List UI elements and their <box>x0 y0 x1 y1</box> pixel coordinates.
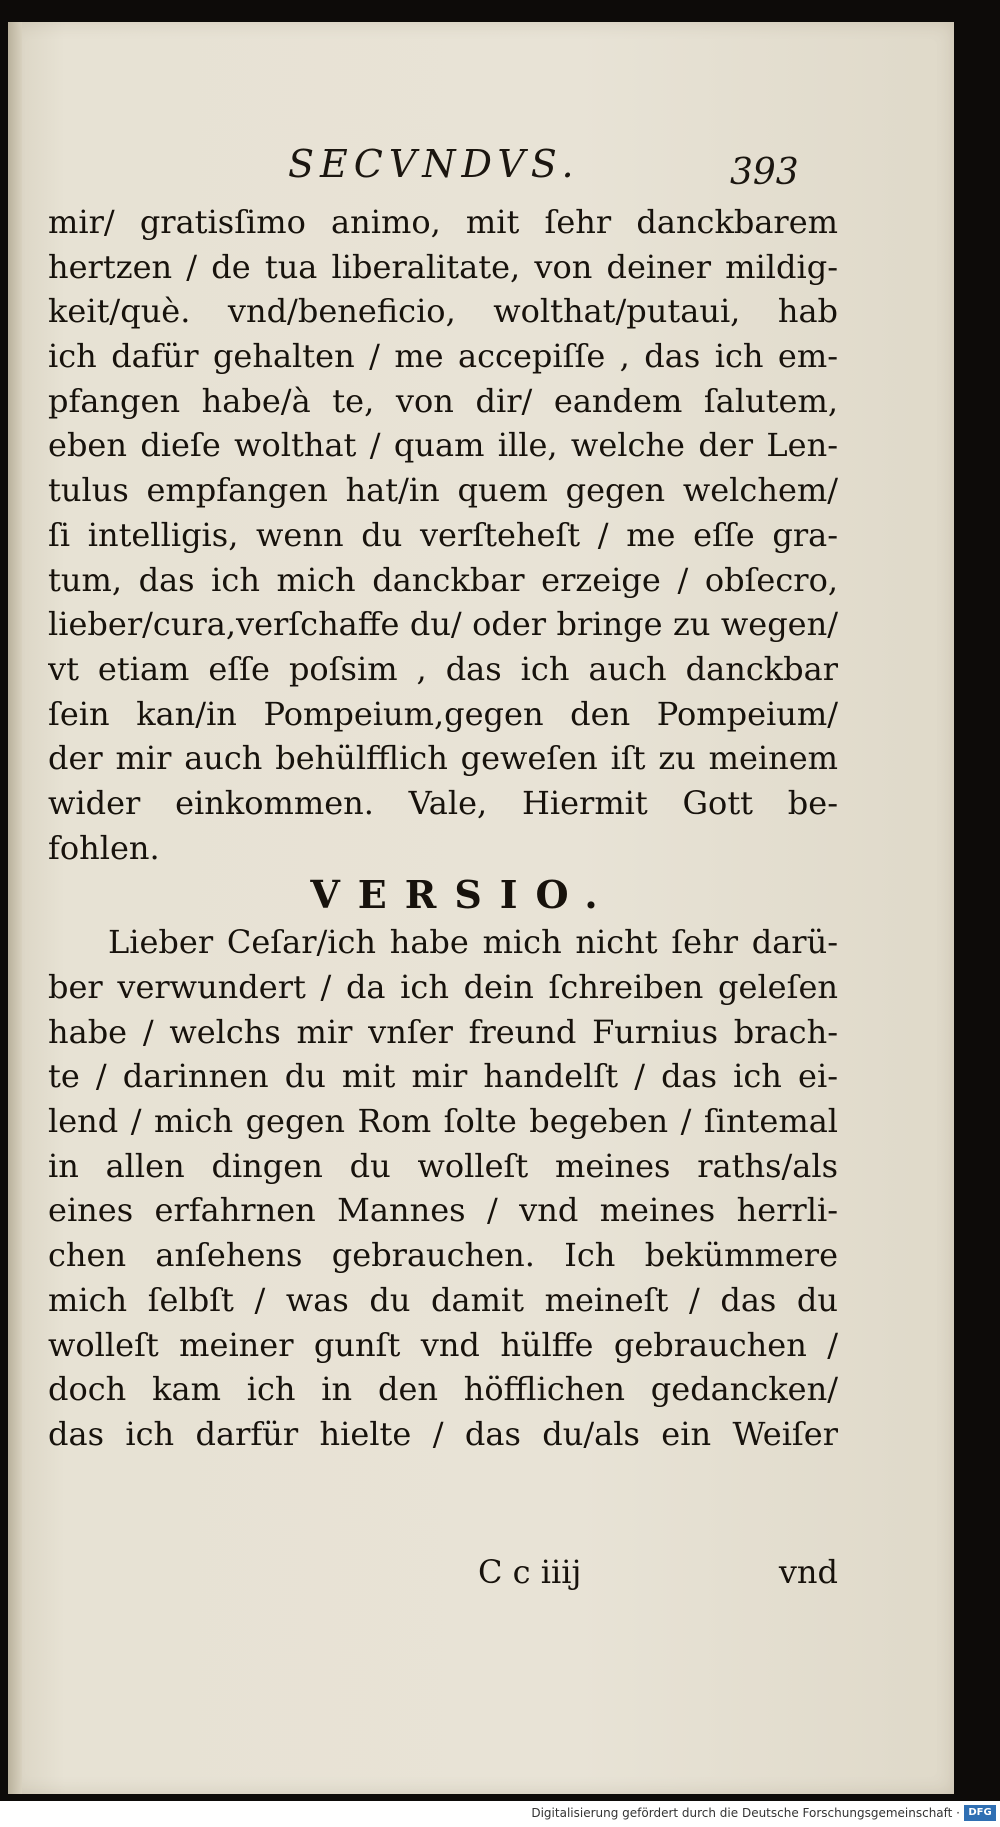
text-line: das ich darfür hielte / das du/als ein Weiſer <box>48 1414 838 1453</box>
text-line: vt etiam eſſe poſsim , das ich auch danckbar <box>48 649 838 688</box>
text-line: eben dieſe wolthat / quam ille, welche der Len- <box>48 426 838 465</box>
text-line: wolleſt meiner gunſt vnd hülffe gebrauchen / <box>48 1325 838 1364</box>
text-line: pfangen habe/à te, von dir/ eandem ſalutem, <box>48 381 838 420</box>
text-line: eines erfahrnen Mannes / vnd meines herrli- <box>48 1191 838 1230</box>
text-line: doch kam ich in den höfflichen gedancken/ <box>48 1370 838 1409</box>
section-heading: VERSIO. <box>310 872 616 918</box>
signature-mark: C c iiij <box>478 1553 582 1591</box>
text-line: Lieber Ceſar/ich habe mich nicht ſehr darü- <box>108 923 838 962</box>
text-line: tum, das ich mich danckbar erzeige / obſecro, <box>48 560 838 599</box>
text-line: wider einkommen. Vale, Hiermit Gott be- <box>48 783 838 822</box>
page-number: 393 <box>730 152 799 193</box>
credit-text: Digitalisierung gefördert durch die Deutsche Forschungsgemeinschaft · <box>531 1806 960 1820</box>
page-header <box>8 122 954 193</box>
text-line: mich ſelbſt / was du damit meineſt / das du <box>48 1280 838 1319</box>
text-line: chen anſehens gebrauchen. Ich bekümmere <box>48 1236 838 1275</box>
text-line: ich dafür gehalten / me accepiſſe , das ich em- <box>48 337 838 376</box>
page-gutter <box>8 22 22 1794</box>
credit-bar <box>0 1801 1000 1827</box>
text-line: ſi intelligis, wenn du verſteheſt / me eſſe gra- <box>48 515 838 554</box>
text-line: ſein kan/in Pompeium,gegen den Pompeium/ <box>48 694 838 733</box>
dfg-logo: DFG <box>964 1805 996 1821</box>
text-line: keit/què. vnd/beneficio, wolthat/putaui, hab <box>48 292 838 331</box>
text-line: hertzen / de tua liberalitate, von deiner mildig- <box>48 247 838 286</box>
text-line: lend / mich gegen Rom ſolte begeben / ſintemal <box>48 1102 838 1141</box>
text-line: habe / welchs mir vnſer freund Furnius brach- <box>48 1012 838 1051</box>
text-line: ber verwundert / da ich dein ſchreiben geleſen <box>48 968 838 1006</box>
page-footer <box>48 1550 838 1594</box>
catchword: vnd <box>778 1553 838 1591</box>
text-line: lieber/cura,verſchaffe du/ oder bringe zu wegen/ <box>48 605 838 644</box>
text-line: fohlen. <box>48 828 160 867</box>
text-line: in allen dingen du wolleſt meines raths/als <box>48 1146 838 1185</box>
body-text <box>48 200 838 1457</box>
text-line: tulus empfangen hat/in quem gegen welchem/ <box>48 471 838 510</box>
running-head: SECVNDVS. <box>288 142 580 186</box>
text-line: te / darinnen du mit mir handelſt / das ich ei- <box>48 1057 838 1096</box>
text-line: mir/ gratisſimo animo, mit ſehr danckbarem <box>48 203 838 241</box>
book-page <box>8 22 954 1794</box>
text-line: der mir auch behülfflich geweſen iſt zu meinem <box>48 739 838 778</box>
